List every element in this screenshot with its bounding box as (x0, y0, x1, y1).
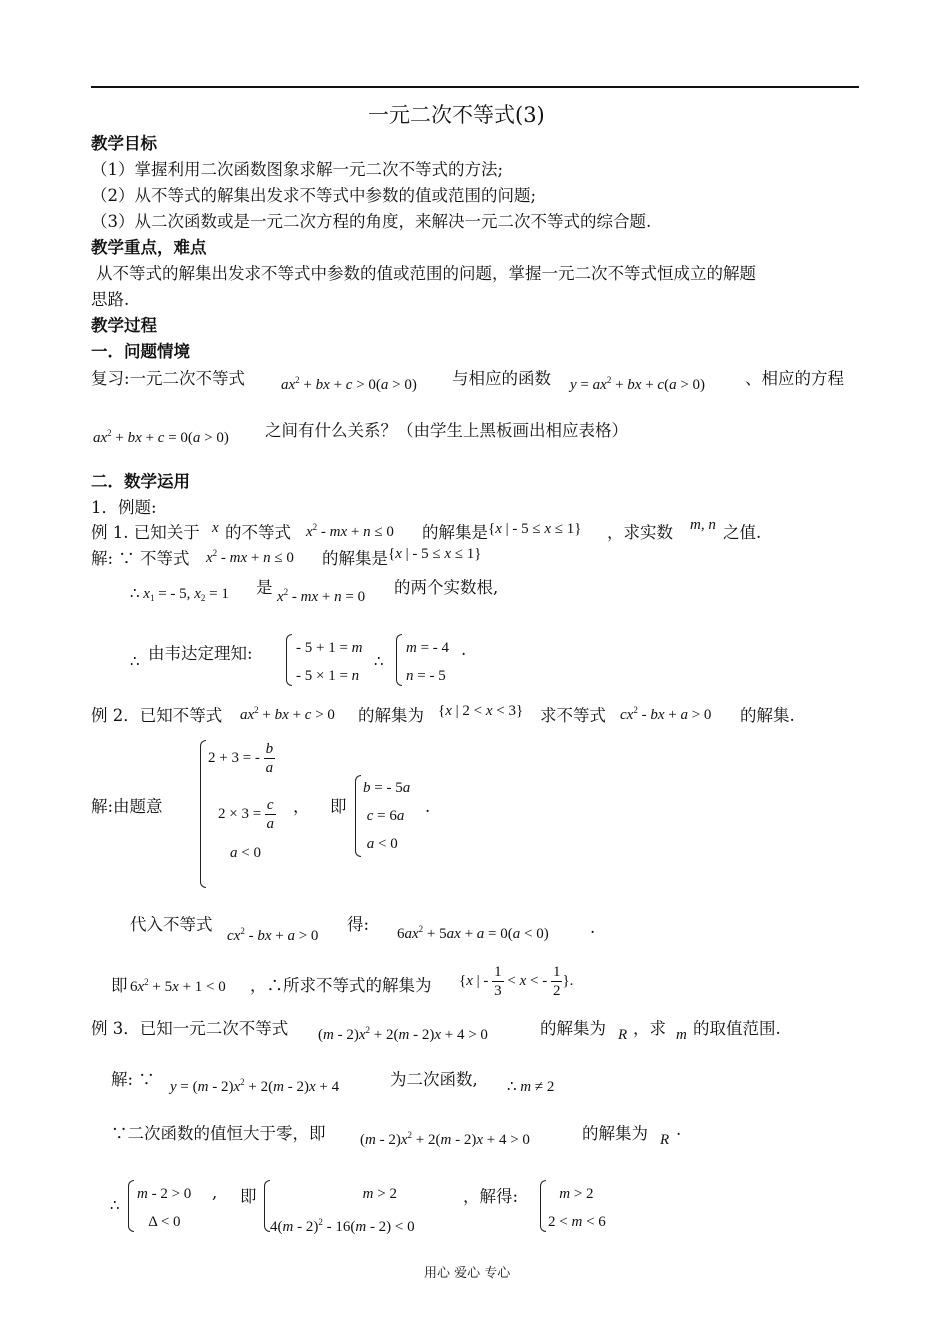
ex3-text-d: 的取值范围. (693, 1019, 781, 1038)
formula-ex3-function: $y = (m - 2)x^2 + 2(m - 2)x + 4$ (170, 1077, 340, 1095)
system-brace (355, 775, 361, 857)
formula-ex2-inequality: $ax^2$ + bx + c > 0 (240, 705, 335, 723)
formula-sol2-substituted: $6ax^2 + 5ax + a = 0(a < 0)$ (397, 924, 549, 942)
goal-item-3: （3）从二次函数或是一元二次方程的角度，来解决一元二次不等式的综合题. (91, 212, 652, 231)
set-R: R (618, 1027, 628, 1043)
ex1-text-c: 的解集是 (422, 523, 488, 542)
formula-sol3-inequality: $(m - 2)x^2 + 2(m - 2)x + 4 > 0$ (360, 1130, 530, 1148)
sol2-text-c: 代入不等式 (130, 915, 213, 934)
review-text-a: 复习:一元二次不等式 (91, 369, 246, 388)
page-title: 一元二次不等式(3) (368, 103, 545, 127)
comma: , (212, 1183, 218, 1202)
var-x: x (212, 520, 219, 536)
sol3-text-a: 解: ∵ (111, 1070, 155, 1089)
sol2-text-e: 即 (111, 976, 128, 995)
ex3-text-a: 例 3．已知一元二次不等式 (91, 1019, 289, 1038)
therefore-symbol: ∴ (374, 654, 384, 670)
goal-item-1: （1）掌握利用二次函数图象求解一元二次不等式的方法; (91, 160, 504, 179)
period: . (425, 797, 431, 816)
system-brace (396, 634, 402, 686)
formula-a-negative: a < 0 (230, 845, 261, 861)
formula-sol1-set: {x | - 5 ≤ x ≤ 1} (388, 546, 482, 562)
ex3-text-c: ，求 (633, 1019, 666, 1038)
review-text-c: 、相应的方程 (745, 369, 844, 388)
formula-sol2-target: $cx^2$ - bx + a > 0 (227, 926, 319, 944)
formula-ex2-target: $cx^2$ - bx + a > 0 (620, 705, 712, 723)
system-brace (200, 740, 206, 888)
section-2-heading: 二．数学运用 (91, 472, 190, 491)
formula-sol1-equation: $x^2$ - mx + n = 0 (277, 587, 366, 605)
ex2-text-c: 求不等式 (540, 706, 606, 725)
goal-item-2: （2）从不等式的解集出发求不等式中参数的值或范围的问题; (91, 186, 537, 205)
header-rule (91, 86, 859, 88)
formula-function: $y = ax^2$ + bx + c(a > 0) (570, 375, 706, 393)
set-R: R (660, 1132, 670, 1148)
key-line-2: 思路. (91, 290, 130, 309)
system-brace (286, 634, 292, 686)
review-text-b: 与相应的函数 (452, 369, 551, 388)
section-key-heading: 教学重点，难点 (91, 238, 207, 257)
review-text-d: 之间有什么关系？（由学生上黑板画出相应表格） (265, 421, 628, 440)
formula-bca-system: b = - 5a c = 6a a < 0 (363, 780, 411, 852)
sol1-text-b: 的解集是 (322, 549, 388, 568)
sol2-text-f: ，∴所求不等式的解集为 (250, 976, 432, 995)
comma: ， (293, 797, 310, 816)
section-goal-heading: 教学目标 (91, 134, 157, 153)
system-brace (540, 1180, 546, 1232)
formula-ex1-set: {x | - 5 ≤ x ≤ 1} (488, 521, 582, 537)
sol2-text-a: 解:由题意 (91, 797, 163, 816)
sol3-text-f: ，解得: (463, 1187, 519, 1206)
sol2-text-d: 得: (347, 915, 370, 934)
sol1-text-c: 是 (256, 578, 273, 597)
therefore-symbol: ∴ (110, 1198, 120, 1214)
sol1-text-a: 解: ∵ 不等式 (91, 549, 190, 568)
ex3-text-b: 的解集为 (540, 1019, 606, 1038)
ex1-text-a: 例 1. 已知关于 (91, 523, 200, 542)
ex2-text-a: 例 2．已知不等式 (91, 706, 223, 725)
sol2-text-b: 即 (330, 797, 347, 816)
formula-sum-roots: 2 + 3 = - $\frac{b}{a}$ (208, 741, 274, 776)
formula-sol2-simplified: $6x^2 + 5x + 1 < 0$ (130, 977, 226, 995)
sol1-text-d: 的两个实数根, (394, 578, 499, 597)
ex1-text-b: 的不等式 (225, 523, 291, 542)
formula-mn-result: m = - 4 n = - 5 (406, 640, 450, 684)
item-1-label: 1．例题: (91, 498, 157, 517)
formula-conditions: m - 2 > 0 Δ < 0 (137, 1186, 192, 1230)
sol3-text-b: 为二次函数, (390, 1070, 478, 1089)
formula-product-roots: 2 × 3 = $\frac{c}{a}$ (218, 797, 274, 832)
formula-m-not-2: ∴ m ≠ 2 (507, 1079, 555, 1095)
formula-equation: $ax^2$ + bx + c = 0(a > 0) (93, 428, 229, 446)
ex1-text-d: ，求实数 (607, 523, 673, 542)
formula-ex3-inequality: $(m - 2)x^2 + 2(m - 2)x + 4 > 0$ (318, 1025, 488, 1043)
section-process-heading: 教学过程 (91, 316, 157, 335)
period: . (590, 918, 596, 937)
section-1-heading: 一．问题情境 (91, 342, 190, 361)
sol3-text-c: ∵二次函数的值恒大于零，即 (111, 1124, 326, 1143)
system-brace (128, 1180, 134, 1232)
period: . (461, 640, 467, 659)
formula-ex1-inequality: $x^2$ - mx + n ≤ 0 (306, 522, 394, 540)
formula-roots: ∴ $x_1$ = - 5, $x_2 = 1$ (130, 586, 229, 603)
period: . (676, 1120, 682, 1139)
var-m: m (676, 1027, 687, 1043)
formula-inequality: $ax^2$ + bx + c > 0(a > 0) (281, 375, 417, 393)
sol1-text-e: 由韦达定理知: (148, 644, 253, 663)
sol3-text-e: 即 (240, 1187, 257, 1206)
formula-ex2-set: {x | 2 < x < 3} (438, 703, 524, 719)
formula-expanded-conditions: m > 2 4(m - 2)$^2$ - 16(m - 2) < 0 (270, 1186, 415, 1235)
formula-vieta-system: - 5 + 1 = m - 5 × 1 = n (296, 640, 363, 684)
formula-final-range: m > 2 2 < m < 6 (548, 1186, 606, 1230)
formula-sol1-inequality: $x^2$ - mx + n ≤ 0 (206, 548, 294, 566)
sol3-text-d: 的解集为 (582, 1124, 648, 1143)
ex2-text-d: 的解集. (740, 706, 795, 725)
therefore-symbol: ∴ (130, 654, 140, 670)
ex1-text-e: 之值. (723, 523, 762, 542)
key-line-1: 从不等式的解集出发求不等式中参数的值或范围的问题，掌握一元二次不等式恒成立的解题 (96, 264, 756, 283)
vars-mn: m, n (690, 517, 716, 533)
footer-text: 用心 爱心 专心 (424, 1266, 511, 1281)
ex2-text-b: 的解集为 (358, 706, 424, 725)
formula-sol2-answer: {x | - $\frac{1}{3}$ < x < - $\frac{1}{2}$ }. (459, 964, 574, 999)
